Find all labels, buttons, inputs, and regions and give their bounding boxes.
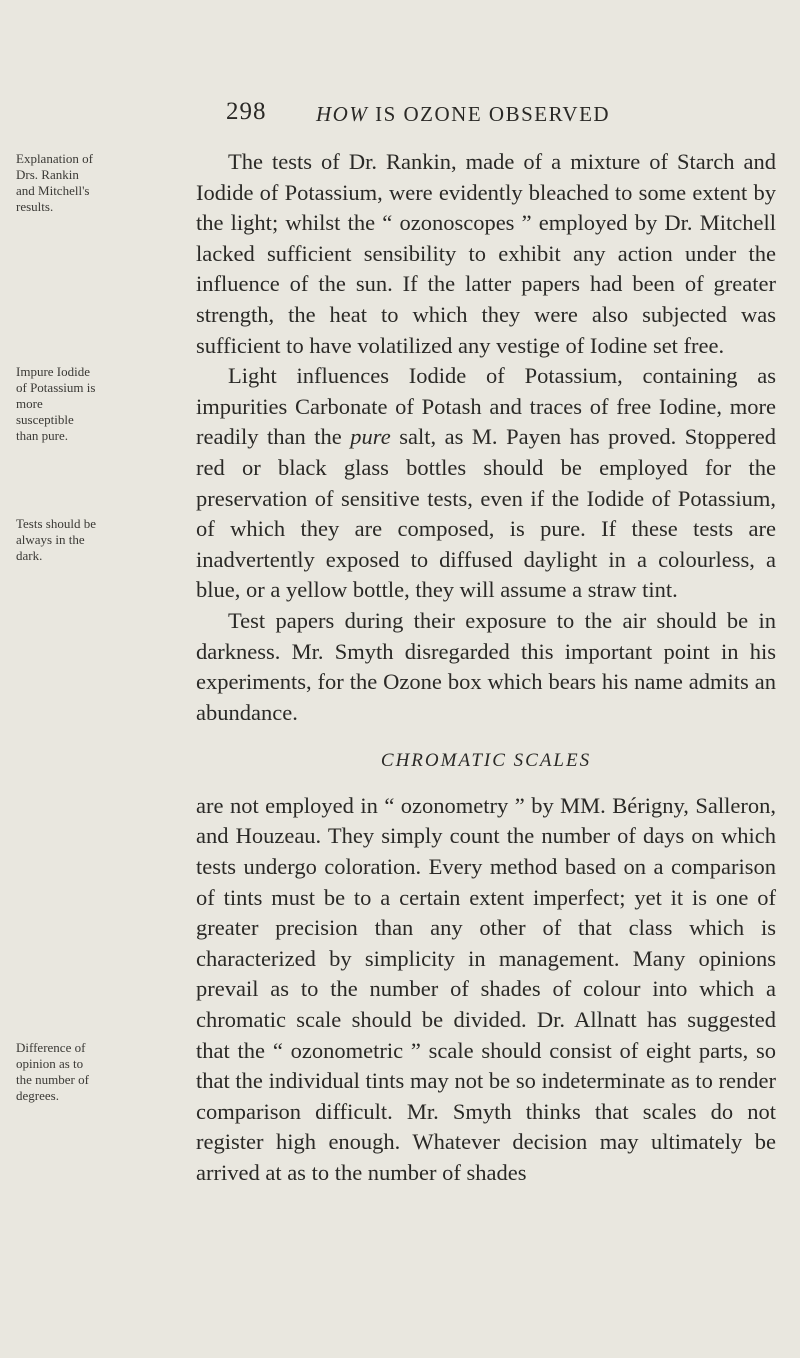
sidenote-difference-opinion: Difference of opinion as to the number of degrees.: [16, 1040, 89, 1103]
page-header: [0, 98, 800, 138]
sidenote-tests-dark: Tests should be always in the dark.: [16, 516, 96, 563]
paragraph-rankin-tests: The tests of Dr. Rankin, made of a mixture of Starch and Iodide of Potassium, were evidently bleached to some extent by the light; whilst the “ ozonoscopes ” employed by Dr. Mitchell lacked sufficient sensibility to exhibit any action under the influence of the sun. If the latter papers had been of greater strength, the heat to which they were also subjected was sufficient to have volatilized any vestige of Iodine set free.: [196, 149, 776, 358]
paragraph-chromatic-scales: are not employed in “ ozonometry ” by MM. Bérigny, Salleron, and Houzeau. They simply count the number of days on which tests undergo coloration. Every method based on a comparison of tints must be to a certain extent imperfect; yet it is one of greater precision than any other of that class which is characterized by simplicity in management. Many opinions prevail as to the number of shades of colour into which a chromatic scale should be divided. Dr. Allnatt has suggested that the “ ozonometric ” scale should consist of eight parts, so that the individual tints may not be so indeterminate as to render comparison difficult. Mr. Smyth thinks that scales do not register high enough. Whatever decision may ultimately be arrived at as to the number of shades: [196, 792, 776, 1185]
sidenote-explanation: Explanation of Drs. Rankin and Mitchell's results.: [16, 151, 93, 214]
paragraph-light-part-2: salt, as M. Payen has proved. Stoppered red or black glass bottles should be employed for the preservation of sensitive tests, even if the Iodide of Potassium, of which they are composed, is pure. If these tests are inadvertently exposed to diffused daylight in a colourless, a blue, or a yellow bottle, they will assume a straw tint.: [196, 424, 776, 603]
paragraph-light-part-1: Light influences Iodide of Potassium, containing as impurities Carbonate of Potash and traces of free Iodine, more readily than the: [196, 363, 776, 450]
body-text: [196, 147, 776, 1189]
running-head: [316, 102, 610, 127]
paragraph-light-influences: [196, 361, 776, 606]
emphasis-pure: pure: [350, 424, 391, 450]
sidenote-impure-iodide: Impure Iodide of Potassium is more susceptible than pure.: [16, 364, 96, 443]
section-heading-chromatic-scales: CHROMATIC SCALES: [380, 750, 592, 772]
running-head-rest: IS OZONE OBSERVED: [368, 102, 611, 126]
running-head-italic: HOW: [316, 102, 369, 126]
paragraph-test-papers: Test papers during their exposure to the air should be in darkness. Mr. Smyth disregarded this important point in his experiments, for the Ozone box which bears his name admits an abundance.: [196, 607, 776, 725]
page-number: 298: [226, 98, 267, 125]
